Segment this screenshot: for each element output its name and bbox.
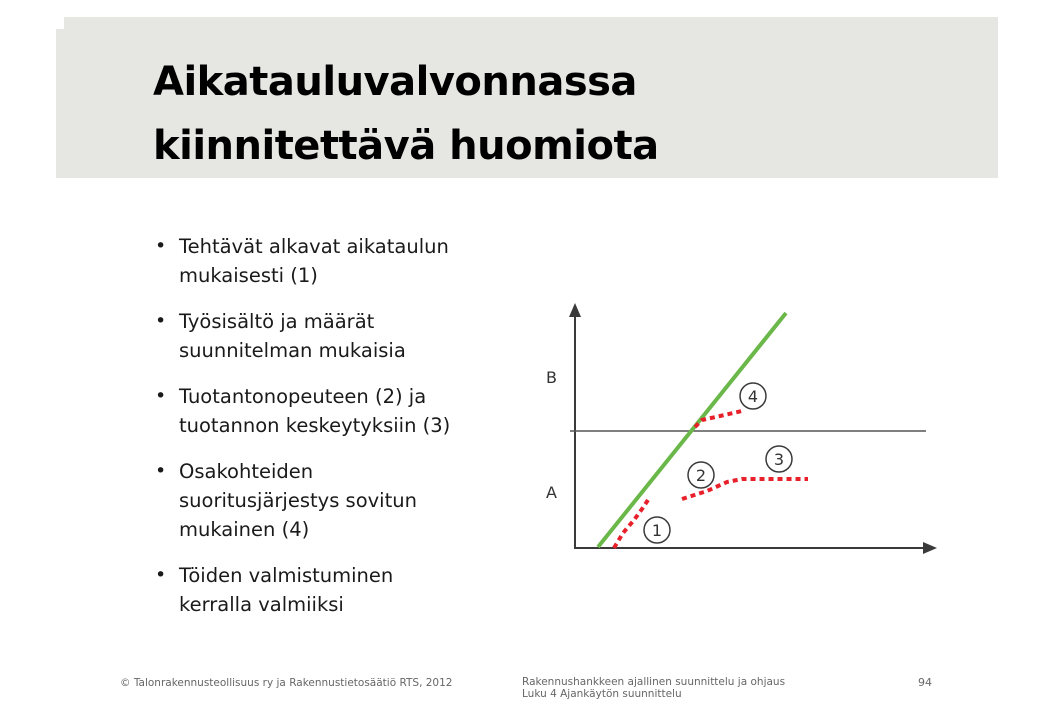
- marker-1: [644, 517, 670, 543]
- bullet-text: tuotannon keskeytyksiin (3): [179, 414, 451, 437]
- marker-1-label: 1: [651, 521, 663, 540]
- marker-4: [740, 383, 766, 409]
- footer-course-line-2: Luku 4 Ajankäytön suunnittelu: [522, 688, 682, 700]
- bullet-dot: •: [155, 460, 167, 482]
- bullet-item: [153, 561, 503, 619]
- footer-copyright: © Talonrakennusteollisuus ry ja Rakennustietosäätiö RTS, 2012: [120, 677, 453, 689]
- bullet-dot: •: [155, 385, 167, 407]
- footer-course-line-1: Rakennushankkeen ajallinen suunnittelu ja ohjaus: [522, 676, 786, 688]
- marker-3: [766, 446, 792, 472]
- bullet-list: [153, 232, 503, 636]
- actual-progress-4: [695, 411, 742, 427]
- title-band-notch: [56, 17, 64, 29]
- bullet-text: Tehtävät alkavat aikataulun: [179, 235, 449, 258]
- bullet-text: suoritusjärjestys sovitun: [179, 489, 417, 512]
- slide-title-line-1: Aikatauluvalvonnassa: [153, 59, 637, 105]
- marker-2: [688, 462, 714, 488]
- bullet-item: [153, 382, 503, 440]
- bullet-text: suunnitelman mukaisia: [179, 339, 406, 362]
- bullet-text: mukainen (4): [179, 518, 310, 541]
- bullet-dot: •: [155, 564, 167, 586]
- bullet-item: [153, 457, 503, 544]
- bullet-text: Tuotantonopeuteen (2) ja: [179, 385, 427, 408]
- footer-course: [522, 676, 785, 700]
- slide-title: [153, 50, 659, 178]
- bullet-dot: •: [155, 310, 167, 332]
- page-number: 94: [918, 676, 932, 689]
- bullet-item: [153, 232, 503, 290]
- axis-label-a: A: [546, 483, 557, 502]
- axis-label-b: B: [546, 368, 557, 387]
- marker-4-label: 4: [747, 387, 759, 406]
- bullet-text: Töiden valmistuminen: [179, 564, 394, 587]
- marker-2-label: 2: [695, 466, 707, 485]
- bullet-text: mukaisesti (1): [179, 264, 318, 287]
- slide-title-line-2: kiinnitettävä huomiota: [153, 123, 659, 169]
- y-axis-arrow: [569, 303, 581, 317]
- bullet-dot: •: [155, 235, 167, 257]
- bullet-text: Osakohteiden: [179, 460, 314, 483]
- planned-progress-line: [598, 313, 786, 547]
- schedule-diagram: [530, 295, 950, 570]
- bullet-text: Työsisältö ja määrät: [179, 310, 375, 333]
- bullet-item: [153, 307, 503, 365]
- marker-3-label: 3: [773, 450, 785, 469]
- bullet-text: kerralla valmiiksi: [179, 593, 344, 616]
- x-axis-arrow: [923, 542, 937, 554]
